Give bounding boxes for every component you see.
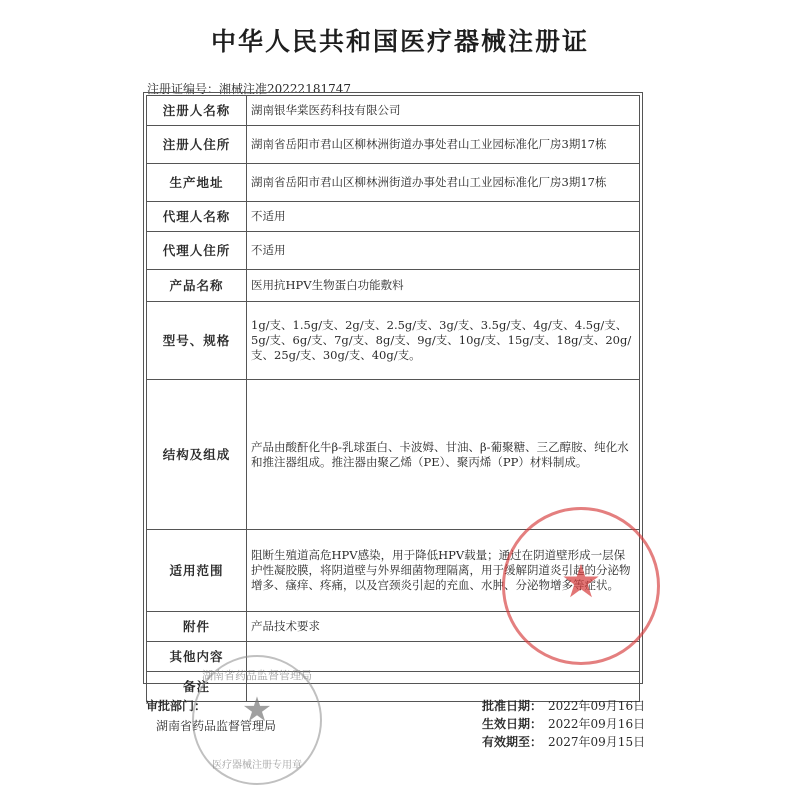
approval-authority <box>146 697 276 734</box>
registration-table <box>146 95 640 702</box>
row-value: 不适用 <box>247 232 640 270</box>
seal-top-text: 湖南省药品监督管理局 <box>202 669 312 682</box>
approval-date-row <box>462 697 645 715</box>
row-label: 生产地址 <box>147 164 247 202</box>
row-label: 型号、规格 <box>147 302 247 380</box>
row-value: 医用抗HPV生物蛋白功能敷料 <box>247 270 640 302</box>
page-title: 中华人民共和国医疗器械注册证 <box>210 27 589 56</box>
row-value <box>247 642 640 672</box>
row-label: 结构及组成 <box>147 380 247 530</box>
expiry-date-label: 有效期至： <box>481 735 542 749</box>
row-value: 不适用 <box>247 202 640 232</box>
row-value: 阻断生殖道高危HPV感染，用于降低HPV载量；通过在阴道壁形成一层保护性凝胶膜，将阴道壁与外界细菌物理隔离，用于缓解阴道炎引起的分泌物增多、瘙痒、疼痛，以及宫颈炎引起的充血、水肿、分泌物增多等症状。 <box>247 530 640 612</box>
row-label: 备注 <box>147 672 247 702</box>
table-row <box>147 232 640 270</box>
row-label: 代理人名称 <box>147 202 247 232</box>
table-row <box>147 642 640 672</box>
table-row <box>147 164 640 202</box>
seal-star-icon: ★ <box>560 554 602 608</box>
table-row <box>147 270 640 302</box>
seal-star-icon: ★ <box>241 690 273 730</box>
table-row <box>147 530 640 612</box>
effective-date-row <box>462 715 645 733</box>
effective-date-label: 生效日期： <box>481 717 542 731</box>
date-block <box>462 697 645 751</box>
seal-bottom-text: 医疗器械注册专用章 <box>212 760 302 771</box>
row-value: 1g/支、1.5g/支、2g/支、2.5g/支、3g/支、3.5g/支、4g/支、4.5g/支、5g/支、6g/支、7g/支、8g/支、9g/支、10g/支、15g/支、18g/支、20g/支、25g/支、30g/支、40g/支。 <box>247 302 640 380</box>
row-label: 其他内容 <box>147 642 247 672</box>
row-label: 适用范围 <box>147 530 247 612</box>
registration-number-label: 注册证编号： <box>147 82 220 96</box>
table-row <box>147 96 640 126</box>
table-row <box>147 126 640 164</box>
table-row <box>147 612 640 642</box>
effective-date-value: 2022年09月16日 <box>548 717 646 731</box>
row-label: 产品名称 <box>147 270 247 302</box>
row-label: 代理人住所 <box>147 232 247 270</box>
expiry-date-row <box>462 733 645 751</box>
row-label: 注册人名称 <box>147 96 247 126</box>
table-row <box>147 202 640 232</box>
row-value: 产品技术要求 <box>247 612 640 642</box>
row-value: 湖南省岳阳市君山区柳林洲街道办事处君山工业园标准化厂房3期17栋 <box>247 126 640 164</box>
registration-number-value: 湘械注准20222181747 <box>219 82 351 96</box>
table-row <box>147 380 640 530</box>
table-row <box>147 302 640 380</box>
approval-date-value: 2022年09月16日 <box>548 699 646 713</box>
authority-name: 湖南省药品监督管理局 <box>156 719 277 733</box>
row-value: 产品由酸酐化牛β-乳球蛋白、卡波姆、甘油、β-葡聚糖、三乙醇胺、纯化水和推注器组成。推注器由聚乙烯（PE）、聚丙烯（PP）材料制成。 <box>247 380 640 530</box>
row-label: 附件 <box>147 612 247 642</box>
authority-label: 审批部门： <box>146 699 207 713</box>
row-value: 湖南省岳阳市君山区柳林洲街道办事处君山工业园标准化厂房3期17栋 <box>247 164 640 202</box>
row-value: 湖南银华棠医药科技有限公司 <box>247 96 640 126</box>
row-label: 注册人住所 <box>147 126 247 164</box>
expiry-date-value: 2027年09月15日 <box>548 735 646 749</box>
approval-date-label: 批准日期： <box>481 699 542 713</box>
